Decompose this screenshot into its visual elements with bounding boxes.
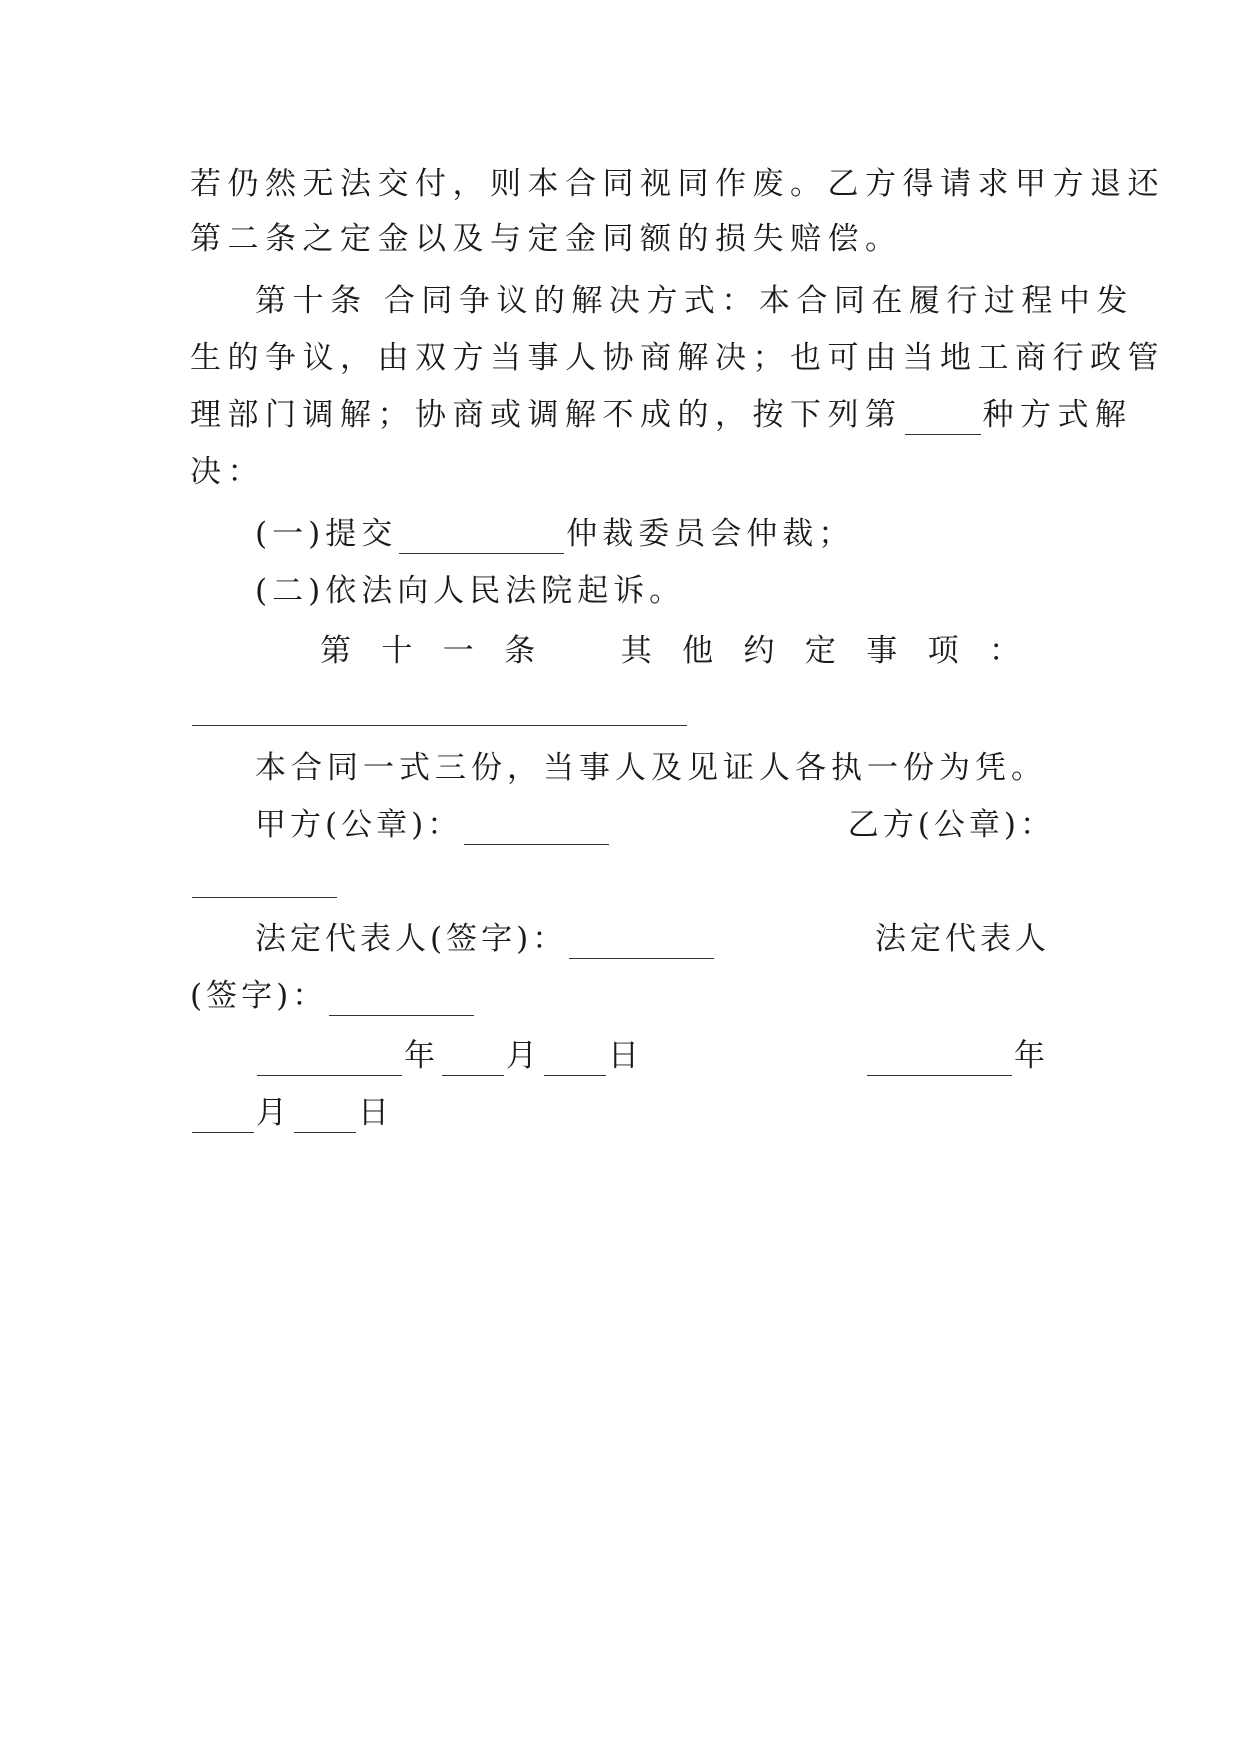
paragraph-line-4 <box>190 338 1165 378</box>
month-label: 月 <box>506 1038 542 1074</box>
heading-char: 其 <box>620 633 657 669</box>
blank-arbitration-committee[interactable] <box>399 523 564 554</box>
paragraph-line-10 <box>190 686 1050 726</box>
paragraph-line-1 <box>190 164 1165 204</box>
party-a-seal-label: 甲方(公章)： <box>255 807 463 843</box>
date-line <box>255 1036 1050 1076</box>
line-text: 生的争议，由双方当事人协商解决；也可由当地工商行政管 <box>190 340 1165 376</box>
blank-party-b-day[interactable] <box>294 1102 356 1133</box>
heading-char: 条 <box>504 633 541 669</box>
paragraph-line-17 <box>190 1093 1050 1133</box>
heading-char: 事 <box>866 633 903 669</box>
heading-char: 约 <box>743 633 780 669</box>
heading-char: ： <box>988 633 1025 669</box>
paragraph-line-2 <box>190 219 1050 259</box>
year-label: 年 <box>404 1038 440 1074</box>
party-seals-line <box>255 805 1055 845</box>
line-text: 第二条之定金以及与定金同额的损失赔偿。 <box>190 221 903 257</box>
month-label: 月 <box>256 1095 292 1131</box>
heading-char: 项 <box>927 633 964 669</box>
year-label: 年 <box>1014 1038 1050 1074</box>
party-b-year-group <box>865 1036 1050 1076</box>
blank-party-b-month[interactable] <box>192 1102 254 1133</box>
option-1 <box>255 514 1050 554</box>
day-label: 日 <box>608 1038 644 1074</box>
blank-party-a-rep[interactable] <box>569 928 714 959</box>
blank-party-b-rep[interactable] <box>329 985 474 1016</box>
heading-char: 他 <box>682 633 719 669</box>
line-text: 若仍然无法交付，则本合同视同作废。乙方得请求甲方退还 <box>190 166 1165 202</box>
blank-party-a-seal[interactable] <box>464 814 609 845</box>
line-text: 第十条 合同争议的解决方式：本合同在履行过程中发 <box>255 283 1134 319</box>
paragraph-line-13 <box>190 858 1050 898</box>
blank-party-b-seal[interactable] <box>192 867 337 898</box>
line-text: 决： <box>190 454 265 490</box>
heading-char: 十 <box>381 633 418 669</box>
heading-char: 一 <box>442 633 479 669</box>
day-label: 日 <box>358 1095 394 1131</box>
line-text: (二)依法向人民法院起诉。 <box>255 573 686 609</box>
line-text: 理部门调解；协商或调解不成的，按下列第 <box>190 397 903 433</box>
line-text: 仲裁委员会仲裁； <box>566 516 855 552</box>
heading-char: 第 <box>320 633 356 669</box>
option-2 <box>255 571 1050 611</box>
paragraph-line-5 <box>190 395 1133 435</box>
blank-party-a-month[interactable] <box>442 1045 504 1076</box>
line-text: (签字)： <box>190 978 328 1014</box>
party-a-rep-label: 法定代表人(签字)： <box>255 921 568 957</box>
article-10-heading <box>255 281 1134 321</box>
blank-party-a-day[interactable] <box>544 1045 606 1076</box>
blank-other-terms[interactable] <box>192 695 687 726</box>
line-text: (一)提交 <box>255 516 398 552</box>
paragraph-line-15 <box>190 976 1050 1016</box>
article-11-heading <box>320 631 1025 671</box>
blank-party-b-year[interactable] <box>867 1045 1012 1076</box>
party-b-rep-label: 法定代表人 <box>875 921 1050 957</box>
heading-char: 定 <box>804 633 841 669</box>
representatives-line <box>255 919 1050 959</box>
party-b-seal-label: 乙方(公章)： <box>847 807 1055 843</box>
paragraph-line-6 <box>190 452 1050 492</box>
copies-statement <box>255 748 1050 788</box>
line-text: 本合同一式三份，当事人及见证人各执一份为凭。 <box>255 750 1047 786</box>
heading-gap <box>565 631 595 671</box>
blank-party-a-year[interactable] <box>257 1045 402 1076</box>
blank-method-number[interactable] <box>905 404 981 435</box>
line-text: 种方式解 <box>982 397 1133 433</box>
